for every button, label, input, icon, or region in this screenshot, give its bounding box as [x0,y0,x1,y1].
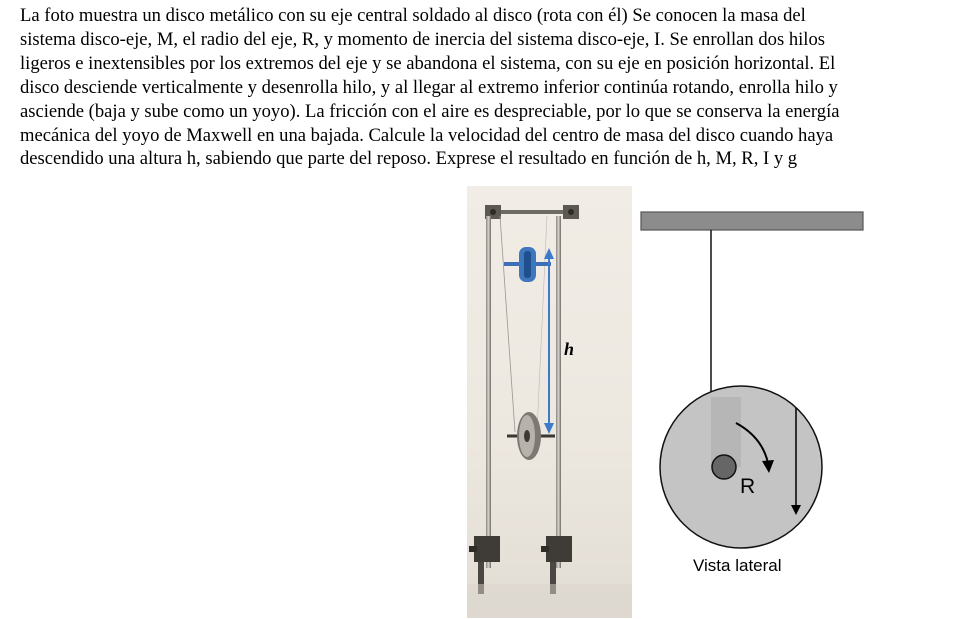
height-label: h [564,339,575,359]
problem-line: mecánica del yoyo de Maxwell en una bajada. Calcule la velocidad del centro de masa del disco cuando haya [20,124,834,146]
problem-statement [20,4,960,171]
right-rod [556,216,561,568]
apparatus-photo [467,186,632,618]
axle [712,455,736,479]
problem-line: sistema disco-eje, M, el radio del eje, R, y momento de inercia del sistema disco-eje, I. Se enrollan dos hilos [20,28,825,50]
problem-line: disco desciende verticalmente y desenrolla hilo, y al llegar al extremo inferior continúa rotando, enrolla hilo y [20,76,838,98]
left-rod [486,216,491,568]
problem-line: asciende (baja y sube como un yoyo). La fricción con el aire es despreciable, por lo que se conserva la energía [20,100,840,122]
problem-line: La foto muestra un disco metálico con su eje central soldado al disco (rota con él) Se conocen la masa del [20,5,806,26]
ceiling-support [641,212,863,230]
problem-line: descendido una altura h, sabiendo que parte del reposo. Exprese el resultado en función de h, M, R, I y g [20,148,798,170]
side-view-diagram [638,205,873,600]
radius-label: R [740,475,756,498]
diagram-caption: Vista lateral [693,556,782,575]
problem-line: ligeros e inextensibles por los extremos del eje y se abandona el sistema, con su eje en posición horizontal. El [20,52,836,74]
